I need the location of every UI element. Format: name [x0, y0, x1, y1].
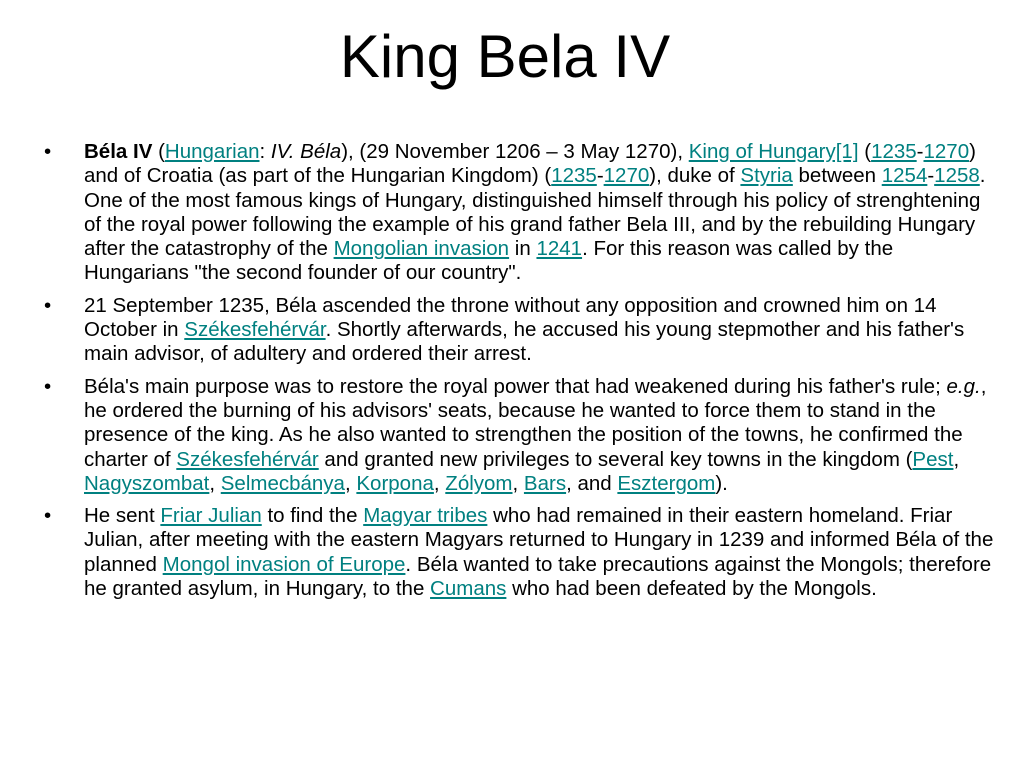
body-text: ,	[953, 447, 960, 471]
bold-text: Béla IV	[84, 140, 153, 163]
body-text: -	[927, 164, 935, 188]
body-text: , and	[566, 471, 618, 495]
body-text: . Shortly afterwards, he accused his young stepmother and his father's main advisor, of adultery and ordered their arrest.	[84, 318, 965, 366]
body-text: -	[916, 140, 924, 163]
body-text: to find the	[261, 504, 364, 528]
body-text: in	[509, 237, 537, 261]
body-text: ,	[512, 471, 524, 495]
body-text: . One of the most famous kings of Hungary, distinguished himself through his policy of strenghtening of the royal power following the example of his grand father Bela III, and by the rebuilding Hungary after the catastrophy of the	[84, 164, 986, 261]
italic-text: IV. Béla	[270, 140, 342, 163]
body-text: and granted new privileges to several key towns in the kingdom (	[318, 447, 913, 471]
hyperlink[interactable]: 1254	[881, 164, 928, 188]
bullet-item	[44, 294, 994, 367]
hyperlink[interactable]: Styria	[740, 164, 793, 188]
body-text: ,	[344, 471, 357, 495]
body-text: (	[858, 140, 872, 163]
hyperlink[interactable]: Mongolian invasion	[333, 237, 510, 261]
body-text: ), duke of	[649, 164, 741, 188]
body-text: who had remained in their eastern homeland. Friar Julian, after meeting with the eastern Magyars returned to Hungary in 1239 and informed Béla of the planned	[84, 504, 994, 576]
body-text: ,	[209, 471, 221, 495]
body-text: . For this reason was called by the Hungarians "the second founder of our country".	[84, 237, 894, 285]
body-text: He sent	[84, 504, 161, 528]
body-text: ), (29 November 1206 – 3 May 1270),	[341, 140, 689, 163]
hyperlink[interactable]: Cumans	[430, 577, 507, 601]
hyperlink[interactable]: 1241	[536, 237, 583, 261]
hyperlink[interactable]: 1270	[603, 164, 650, 188]
hyperlink[interactable]: Pest	[912, 447, 954, 471]
hyperlink[interactable]: Székesfehérvár	[184, 318, 326, 342]
bullet-item	[44, 140, 994, 286]
hyperlink[interactable]: 1258	[934, 164, 980, 188]
bullet-item	[44, 504, 994, 601]
bullet-dot-icon: •	[44, 374, 52, 398]
body-text: (	[152, 140, 165, 163]
bullet-list	[44, 140, 994, 609]
hyperlink[interactable]: Hungarian	[164, 140, 260, 163]
hyperlink[interactable]: Székesfehérvár	[176, 447, 319, 471]
hyperlink[interactable]: Zólyom	[445, 471, 513, 495]
hyperlink[interactable]: King of Hungary[1]	[688, 140, 859, 163]
bullet-item	[44, 375, 994, 496]
hyperlink[interactable]: Selmecbánya	[220, 471, 345, 495]
bullet-dot-icon: •	[44, 504, 52, 528]
body-text: ) and of Croatia (as part of the Hungarian Kingdom) (	[84, 140, 976, 188]
bullet-dot-icon: •	[44, 140, 52, 163]
hyperlink[interactable]: 1235	[871, 140, 917, 163]
slide-title: King Bela IV	[339, 23, 671, 90]
body-text: 21 September 1235, Béla ascended the throne without any opposition and crowned him on 14 October in	[84, 293, 937, 342]
hyperlink[interactable]: 1235	[551, 164, 597, 188]
hyperlink[interactable]: Nagyszombat	[84, 471, 210, 495]
hyperlink[interactable]: Bars	[523, 471, 567, 495]
hyperlink[interactable]: 1270	[923, 140, 970, 163]
body-text: , he ordered the burning of his advisors' seats, because he wanted to force them to stand in the presence of the king. As he also wanted to strengthen the position of the towns, he confirmed the charter of	[84, 374, 987, 471]
hyperlink[interactable]: Korpona	[356, 471, 434, 495]
hyperlink[interactable]: Mongol invasion of Europe	[162, 552, 406, 576]
body-text: who had been defeated by the Mongols.	[506, 577, 877, 601]
hyperlink[interactable]: Esztergom	[617, 471, 716, 495]
body-text: between	[792, 164, 882, 188]
bullet-dot-icon: •	[44, 293, 52, 317]
body-text: ,	[433, 471, 446, 495]
body-text: -	[596, 164, 604, 188]
italic-text: e.g.	[946, 374, 981, 398]
body-text: :	[259, 140, 271, 163]
hyperlink[interactable]: Friar Julian	[160, 504, 262, 528]
body-text: Béla's main purpose was to restore the royal power that had weakened during his father's rule;	[84, 374, 947, 398]
hyperlink[interactable]: Magyar tribes	[363, 504, 488, 528]
body-text: ).	[715, 471, 728, 495]
body-text: . Béla wanted to take precautions against the Mongols; therefore he granted asylum, in Hungary, to the	[84, 552, 992, 601]
